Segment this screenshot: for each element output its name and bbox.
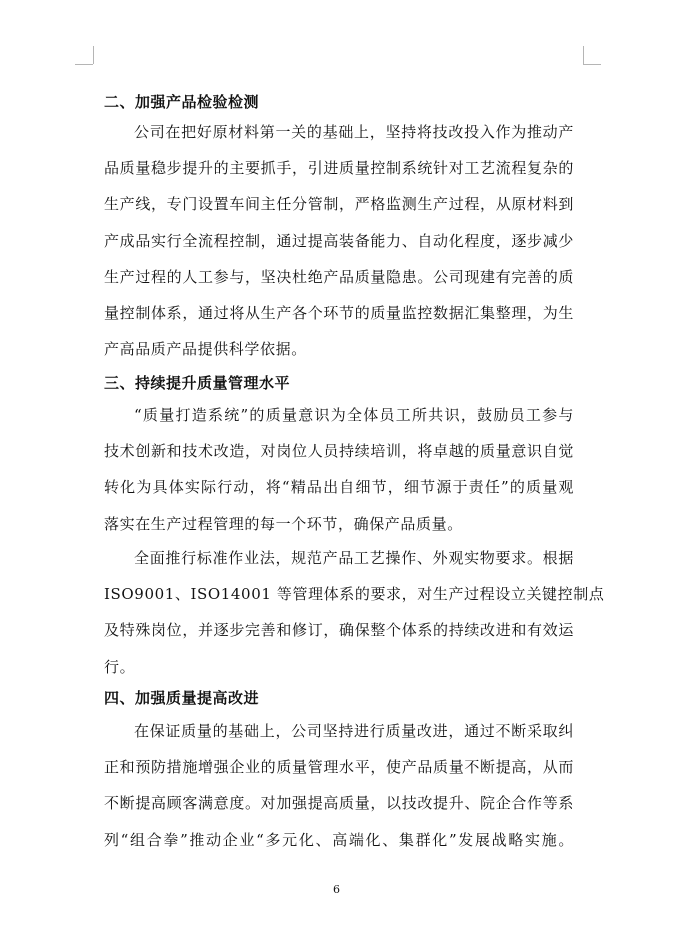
text-line: 不断提高顾客满意度。对加强提高质量，以技改提升、院企合作等系 <box>104 794 574 813</box>
text-line: 产高品质产品提供科学依据。 <box>104 340 307 359</box>
text-line: 转化为具体实际行动，将“精品出自细节，细节源于责任”的质量观 <box>104 478 574 497</box>
paragraph <box>104 397 574 542</box>
page-number: 6 <box>333 883 340 896</box>
paragraph <box>104 114 574 367</box>
text-line: 生产过程的人工参与，坚决杜绝产品质量隐患。公司现建有完善的质 <box>104 267 574 286</box>
text-line: ISO9001、ISO14001 等管理体系的要求，对生产过程设立关键控制点 <box>104 585 605 604</box>
text-line: 行。 <box>104 657 136 676</box>
text-line: 列“组合拳”推动企业“多元化、高端化、集群化”发展战略实施。 <box>104 830 574 849</box>
text-line: 品质量稳步提升的主要抓手，引进质量控制系统针对工艺流程复杂的 <box>104 159 574 178</box>
crop-mark-top-left-v <box>93 46 94 64</box>
paragraph <box>104 713 574 858</box>
section-heading: 四、加强质量提高改进 <box>104 689 260 707</box>
text-line: 全面推行标准作业法，规范产品工艺操作、外观实物要求。根据 <box>134 549 574 567</box>
text-line: 产成品实行全流程控制，通过提高装备能力、自动化程度，逐步减少 <box>104 231 574 250</box>
text-line: 落实在生产过程管理的每一个环节，确保产品质量。 <box>104 514 463 533</box>
text-line: 量控制体系，通过将从生产各个环节的质量监控数据汇集整理，为生 <box>104 303 574 322</box>
crop-mark-top-left-h <box>75 64 93 65</box>
text-line: 技术创新和技术改造，对岗位人员持续培训，将卓越的质量意识自觉 <box>104 442 574 461</box>
paragraph <box>104 540 605 685</box>
text-line: 在保证质量的基础上，公司坚持进行质量改进，通过不断采取纠 <box>134 722 574 740</box>
text-line: 公司在把好原材料第一关的基础上，坚持将技改投入作为推动产 <box>134 123 574 141</box>
crop-mark-top-right-v <box>583 46 584 64</box>
text-line: 及特殊岗位，并逐步完善和修订，确保整个体系的持续改进和有效运 <box>104 621 574 640</box>
section-heading: 二、加强产品检验检测 <box>104 93 260 111</box>
text-line: 生产线，专门设置车间主任分管制，严格监测生产过程，从原材料到 <box>104 195 574 214</box>
text-line: “质量打造系统”的质量意识为全体员工所共识，鼓励员工参与 <box>134 406 574 424</box>
section-heading: 三、持续提升质量管理水平 <box>104 374 291 392</box>
text-line: 正和预防措施增强企业的质量管理水平，使产品质量不断提高，从而 <box>104 758 574 777</box>
crop-mark-top-right-h <box>583 64 601 65</box>
